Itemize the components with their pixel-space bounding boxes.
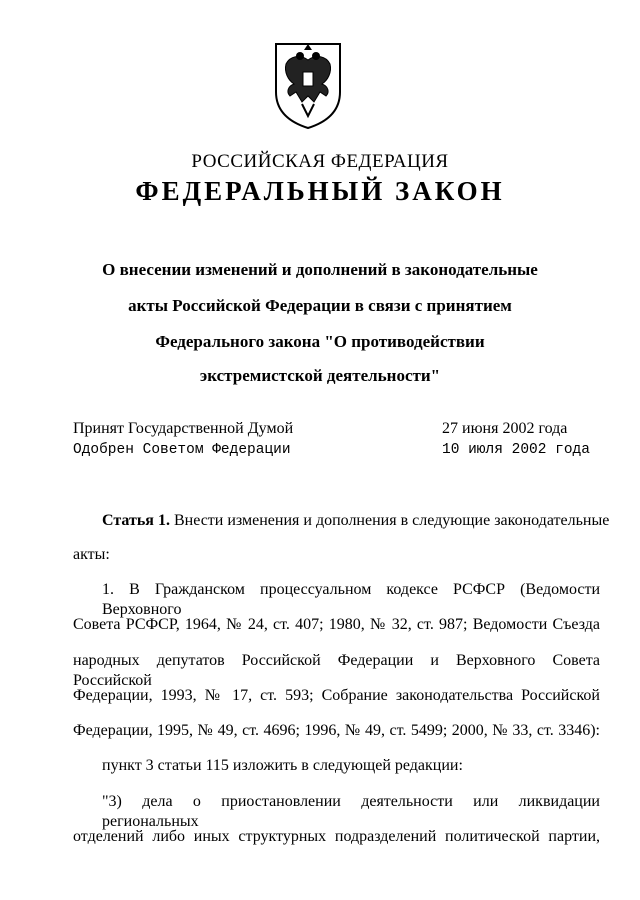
quote-line-2: отделений либо иных структурных подразделений политической партии, (73, 828, 600, 845)
item-1-line-3: народных депутатов Российской Федерации и Верховного Совета Российской (73, 652, 600, 689)
article-1-intro (102, 511, 609, 531)
item-1-line-1: 1. В Гражданском процессуальном кодексе РСФСР (Ведомости Верховного (102, 581, 600, 618)
council-date: 10 июля 2002 года (442, 442, 590, 458)
title-line-1: О внесении изменений и дополнений в законодательные (102, 260, 538, 279)
title-line-3: Федерального закона "О противодействии (155, 332, 485, 351)
title-line-2: акты Российской Федерации в связи с принятием (128, 296, 512, 315)
duma-date: 27 июня 2002 года (442, 420, 568, 437)
coat-of-arms-emblem (272, 40, 344, 130)
article-intro-text: Внести изменения и дополнения в следующие законодательные (173, 512, 610, 529)
council-label: Одобрен Советом Федерации (73, 442, 291, 458)
item-1-line-5: Федерации, 1995, № 49, ст. 4696; 1996, № 49, ст. 5499; 2000, № 33, ст. 3346): (73, 722, 600, 739)
title-line-4: экстремистской деятельности" (199, 366, 441, 385)
quote-line-1: "3) дела о приостановлении деятельности или ликвидации региональных (102, 793, 600, 830)
item-1-line-4: Федерации, 1993, № 17, ст. 593; Собрание законодательства Российской (73, 687, 600, 704)
article-heading: Статья 1. (102, 512, 170, 529)
country-name: РОССИЙСКАЯ ФЕДЕРАЦИЯ (191, 151, 449, 172)
instruction: пункт 3 статьи 115 изложить в следующей редакции: (102, 757, 463, 774)
article-intro-rest: акты: (73, 546, 110, 563)
duma-label: Принят Государственной Думой (73, 420, 294, 437)
item-1-line-2: Совета РСФСР, 1964, № 24, ст. 407; 1980, № 32, ст. 987; Ведомости Съезда (73, 616, 600, 633)
document-type: ФЕДЕРАЛЬНЫЙ ЗАКОН (135, 176, 505, 206)
